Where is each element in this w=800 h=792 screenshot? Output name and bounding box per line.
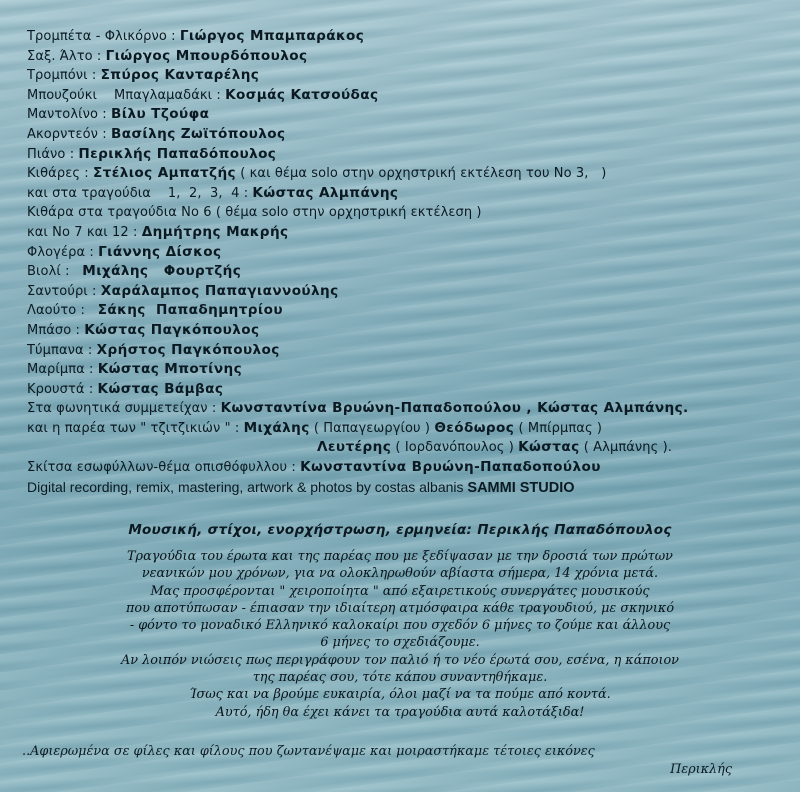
- prose-line: της παρέας σου, τότε κάπου συναντηθήκαμε.: [252, 670, 548, 686]
- prose-line: 6 μήνες το σχεδιάζουμε.: [320, 635, 480, 651]
- musician-name: Κώστας Αλμπάνης: [252, 184, 399, 201]
- signature: Περικλής: [670, 762, 732, 777]
- musician-name: Σάκης Παπαδημητρίου: [97, 302, 283, 319]
- musician-name: Κοσμάς Κατσούδας: [225, 86, 379, 103]
- credit-line: και στα τραγούδια 1, 2, 3, 4 : Κώστας Αλμπάνης: [27, 184, 399, 201]
- friends-line-2: Λευτέρης ( Ιορδανόπουλος ) Κώστας ( Αλμπάνης ).: [317, 439, 673, 456]
- musician-name: Βασίλης Ζωϊτόπουλος: [110, 125, 286, 142]
- prose-line: που αποτύπωσαν - έπιασαν την ιδιαίτερη ατμόσφαιρα κάθε τραγουδιού, με σκηνικό: [125, 600, 675, 616]
- prose-line: Τραγούδια του έρωτα και της παρέας που με ξεδίψασαν με την δροσιά των πρώτων: [127, 549, 673, 564]
- credits-list: [27, 27, 787, 497]
- credit-line: Μαντολίνο : Βίλυ Τζούφα: [27, 106, 210, 123]
- musician-name: Μιχάλης Φουρτζής: [82, 263, 242, 280]
- credit-line: Ακορντεόν : Βασίλης Ζωϊτόπουλος: [27, 125, 286, 142]
- sketches-line: Σκίτσα εσωφύλλων-θέμα οπισθόφυλλου : Κωνσταντίνα Βρυώνη-Παπαδοπούλου: [27, 459, 601, 476]
- credit-line: Κρουστά : Κώστας Βάμβας: [27, 380, 224, 397]
- credit-line: Τρομπόνι : Σπύρος Κανταρέλης: [27, 67, 260, 84]
- credit-line: Τύμπανα : Χρήστος Παγκόπουλος: [27, 341, 280, 358]
- credit-line: Σαντούρι : Χαράλαμπος Παπαγιαννούλης: [27, 282, 339, 299]
- prose-line: Αν λοιπόν νιώσεις πως περιγράφουν τον παλιό ή το νέο έρωτά σου, εσένα, η κάποιον: [121, 652, 679, 668]
- credit-line: Βιολί : Μιχάλης Φουρτζής: [27, 263, 242, 280]
- musician-name: Χαράλαμπος Παπαγιαννούλης: [100, 282, 339, 299]
- credit-line: Κιθάρες : Στέλιος Αμπατζής ( και θέμα solo στην ορχηστρική εκτέλεση του Νο 3, ): [27, 165, 607, 182]
- vocalists-names: Κωνσταντίνα Βρυώνη-Παπαδοπούλου , Κώστας Αλμπάνης.: [220, 400, 689, 417]
- music-credit: Μουσική, στίχοι, ενορχήστρωση, ερμηνεία: Περικλής Παπαδόπουλος: [128, 522, 672, 538]
- prose-line: - φόντο το μοναδικό Ελληνικό καλοκαίρι που σχεδόν 6 μήνες το ζούμε και άλλους: [129, 618, 671, 634]
- credit-line: και Νο 7 και 12 : Δημήτρης Μακρής: [27, 223, 289, 240]
- musician-name: Στέλιος Αμπατζής: [93, 165, 237, 182]
- musician-name: Περικλής Παπαδόπουλος: [78, 145, 277, 162]
- prose-line: Ίσως και να βρούμε ευκαιρία, όλοι μαζί να τα πούμε από κοντά.: [189, 687, 611, 703]
- credit-line: Τρομπέτα - Φλικόρνο : Γιώργος Μπαμπαράκος: [27, 28, 365, 44]
- musician-name: Χρήστος Παγκόπουλος: [96, 341, 280, 358]
- musician-name: Γιάννης Δίσκος: [98, 243, 222, 260]
- musician-name: Κώστας Μποτίνης: [97, 361, 243, 378]
- credit-line: Φλογέρα : Γιάννης Δίσκος: [27, 243, 222, 260]
- musician-name: Κώστας Βάμβας: [97, 380, 224, 397]
- credit-line: Μπάσο : Κώστας Παγκόπουλος: [27, 321, 260, 338]
- studio-name: SAMMI STUDIO: [467, 479, 575, 496]
- sketches-artist: Κωνσταντίνα Βρυώνη-Παπαδοπούλου: [300, 459, 601, 476]
- liner-notes: [0, 548, 800, 721]
- credit-line: Κιθάρα στα τραγούδια Νο 6 ( θέμα solo στην ορχηστρική εκτέλεση ): [27, 205, 482, 221]
- musician-name: Σπύρος Κανταρέλης: [100, 67, 260, 84]
- musician-name: Βίλυ Τζούφα: [110, 106, 210, 123]
- credit-line: Πιάνο : Περικλής Παπαδόπουλος: [27, 145, 277, 162]
- digital-recording-line: Digital recording, remix, mastering, artwork & photos by costas albanis SAMMI STUDIO: [27, 478, 575, 496]
- credit-line: Μπουζούκι Μπαγλαμαδάκι : Κοσμάς Κατσούδας: [27, 86, 379, 103]
- prose-line: νεανικών μου χρόνων, για να ολοκληρωθούν αβίαστα σήμερα, 14 χρόνια μετά.: [141, 566, 659, 582]
- vocals-line: Στα φωνητικά συμμετείχαν : Κωνσταντίνα Βρυώνη-Παπαδοπούλου , Κώστας Αλμπάνης.: [27, 400, 689, 417]
- dedication: ..Αφιερωμένα σε φίλες και φίλους που ζωντανέψαμε και μοιραστήκαμε τέτοιες εικόνες: [22, 744, 595, 759]
- credit-line: Μαρίμπα : Κώστας Μποτίνης: [27, 361, 243, 378]
- credit-line: Λαούτο : Σάκης Παπαδημητρίου: [27, 302, 283, 319]
- musician-name: Δημήτρης Μακρής: [141, 223, 289, 240]
- credit-line: Σαξ. Άλτο : Γιώργος Μπουρδόπουλος: [27, 47, 308, 64]
- prose-line: Αυτό, ήδη θα έχει κάνει τα τραγούδια αυτά καλοτάξιδα!: [215, 704, 585, 720]
- musician-name: Γιώργος Μπουρδόπουλος: [105, 47, 308, 64]
- musician-name: Γιώργος Μπαμπαράκος: [179, 28, 365, 44]
- musician-name: Κώστας Παγκόπουλος: [84, 321, 260, 338]
- prose-line: Μας προσφέρονται " χειροποίητα " από εξαιρετικούς συνεργάτες μουσικούς: [150, 583, 650, 599]
- friends-line: και η παρέα των " τζιτζικιών " : Μιχάλης ( Παπαγεωργίου ) Θεόδωρος ( Μπίρμπας ): [27, 419, 603, 436]
